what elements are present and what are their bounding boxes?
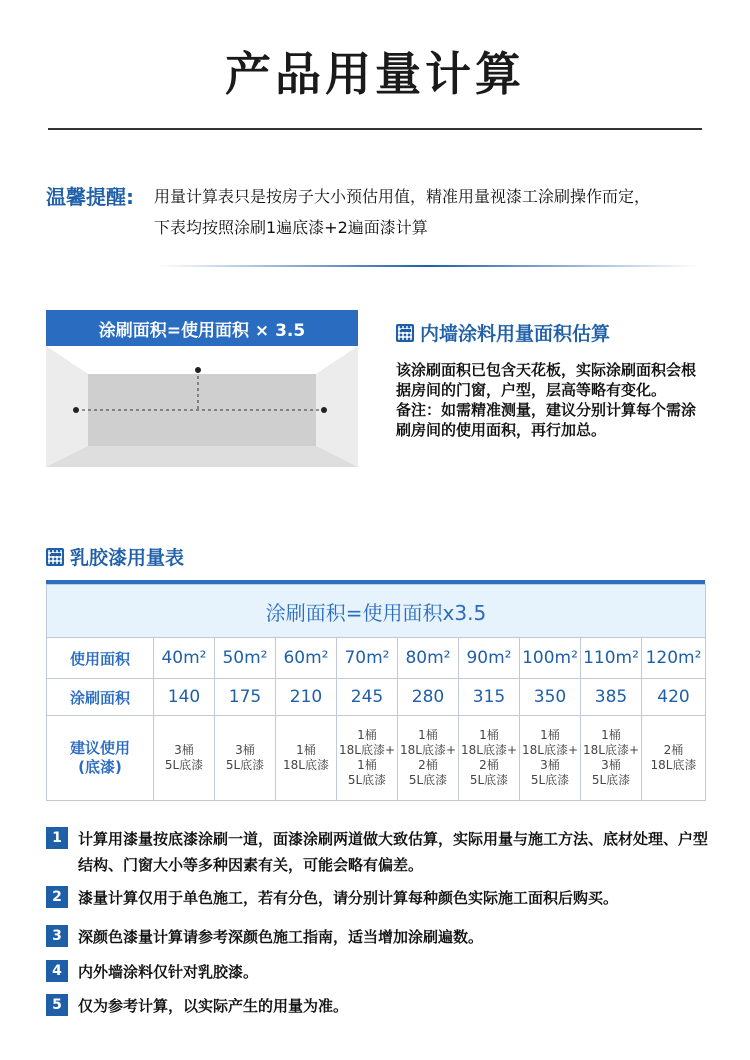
paint-area-cell: 385 <box>581 679 642 716</box>
usage-area-cell: 40m² <box>154 638 215 679</box>
paint-area-cell: 245 <box>337 679 398 716</box>
note-item <box>46 924 718 950</box>
inner-note-paragraph: 备注：如需精准测量，建议分别计算每个需涂刷房间的使用面积，再行加总。 <box>396 401 697 439</box>
row-label-suggest: 建议使用 (底漆) <box>47 716 154 801</box>
note-text: 深颜色漆量计算请参考深颜色施工指南，适当增加涂刷遍数。 <box>78 928 484 946</box>
room-diagram <box>46 310 358 467</box>
usage-area-cell: 90m² <box>459 638 520 679</box>
row-label-area: 使用面积 <box>47 638 154 679</box>
suggested-primer-cell: 1桶 18L底漆+ 2桶 5L底漆 <box>459 716 520 801</box>
note-number-badge: 1 <box>46 827 68 849</box>
usage-area-cell: 50m² <box>215 638 276 679</box>
suggested-primer-cell: 1桶 18L底漆 <box>276 716 337 801</box>
paint-area-cell: 350 <box>520 679 581 716</box>
note-text: 仅为参考计算，以实际产生的用量为准。 <box>78 997 349 1015</box>
suggested-primer-cell: 1桶 18L底漆+ 3桶 5L底漆 <box>520 716 581 801</box>
room-formula-header: 涂刷面积=使用面积 × 3.5 <box>46 310 358 346</box>
note-text: 漆量计算仅用于单色施工，若有分色，请分别计算每种颜色实际施工面积后购买。 <box>78 889 619 907</box>
calculator-icon <box>396 324 414 342</box>
table-formula-header: 涂刷面积=使用面积x3.5 <box>47 585 706 638</box>
suggested-primer-cell: 3桶 5L底漆 <box>154 716 215 801</box>
suggested-primer-cell: 1桶 18L底漆+ 1桶 5L底漆 <box>337 716 398 801</box>
usage-area-cell: 60m² <box>276 638 337 679</box>
note-item <box>46 826 718 878</box>
suggested-primer-cell: 3桶 5L底漆 <box>215 716 276 801</box>
note-text: 内外墙涂料仅针对乳胶漆。 <box>78 963 259 981</box>
calculator-icon <box>46 548 64 566</box>
inner-wall-section-title: 内墙涂料用量面积估算 <box>396 319 610 346</box>
tip-label: 温馨提醒: <box>46 185 134 209</box>
paint-area-cell: 175 <box>215 679 276 716</box>
note-number-badge: 2 <box>46 886 68 908</box>
paint-area-cell: 315 <box>459 679 520 716</box>
usage-area-cell: 80m² <box>398 638 459 679</box>
suggested-primer-cell: 1桶 18L底漆+ 3桶 5L底漆 <box>581 716 642 801</box>
usage-area-cell: 70m² <box>337 638 398 679</box>
paint-area-cell: 420 <box>642 679 706 716</box>
paint-area-cell: 210 <box>276 679 337 716</box>
inner-desc-paragraph: 该涂刷面积已包含天花板，实际涂刷面积会根据房间的门窗，户型，层高等略有变化。 <box>396 361 697 399</box>
note-item <box>46 993 718 1019</box>
title-divider <box>48 128 702 130</box>
tip-divider <box>155 265 700 267</box>
usage-area-cell: 120m² <box>642 638 706 679</box>
usage-area-cell: 100m² <box>520 638 581 679</box>
note-number-badge: 4 <box>46 960 68 982</box>
tip-text-line2: 下表均按照涂刷1遍底漆+2遍面漆计算 <box>154 218 428 237</box>
note-number-badge: 5 <box>46 994 68 1016</box>
note-item <box>46 959 718 985</box>
paint-area-cell: 140 <box>154 679 215 716</box>
page-title: 产品用量计算 <box>225 47 525 101</box>
room-illustration <box>46 346 358 467</box>
paint-area-cell: 280 <box>398 679 459 716</box>
tip-text-line1: 用量计算表只是按房子大小预估用值，精准用量视漆工涂刷操作而定， <box>154 187 651 206</box>
note-text: 计算用漆量按底漆涂刷一道，面漆涂刷两道做大致估算，实际用量与施工方法、底材处理、户型结构、门窗大小等多种因素有关，可能会略有偏差。 <box>78 830 709 874</box>
note-item <box>46 885 718 911</box>
latex-table-title: 乳胶漆用量表 <box>46 543 184 570</box>
inner-wall-description <box>396 360 706 440</box>
usage-area-cell: 110m² <box>581 638 642 679</box>
usage-table <box>46 580 705 801</box>
suggested-primer-cell: 1桶 18L底漆+ 2桶 5L底漆 <box>398 716 459 801</box>
row-label-paint-area: 涂刷面积 <box>47 679 154 716</box>
note-number-badge: 3 <box>46 925 68 947</box>
suggested-primer-cell: 2桶 18L底漆 <box>642 716 706 801</box>
